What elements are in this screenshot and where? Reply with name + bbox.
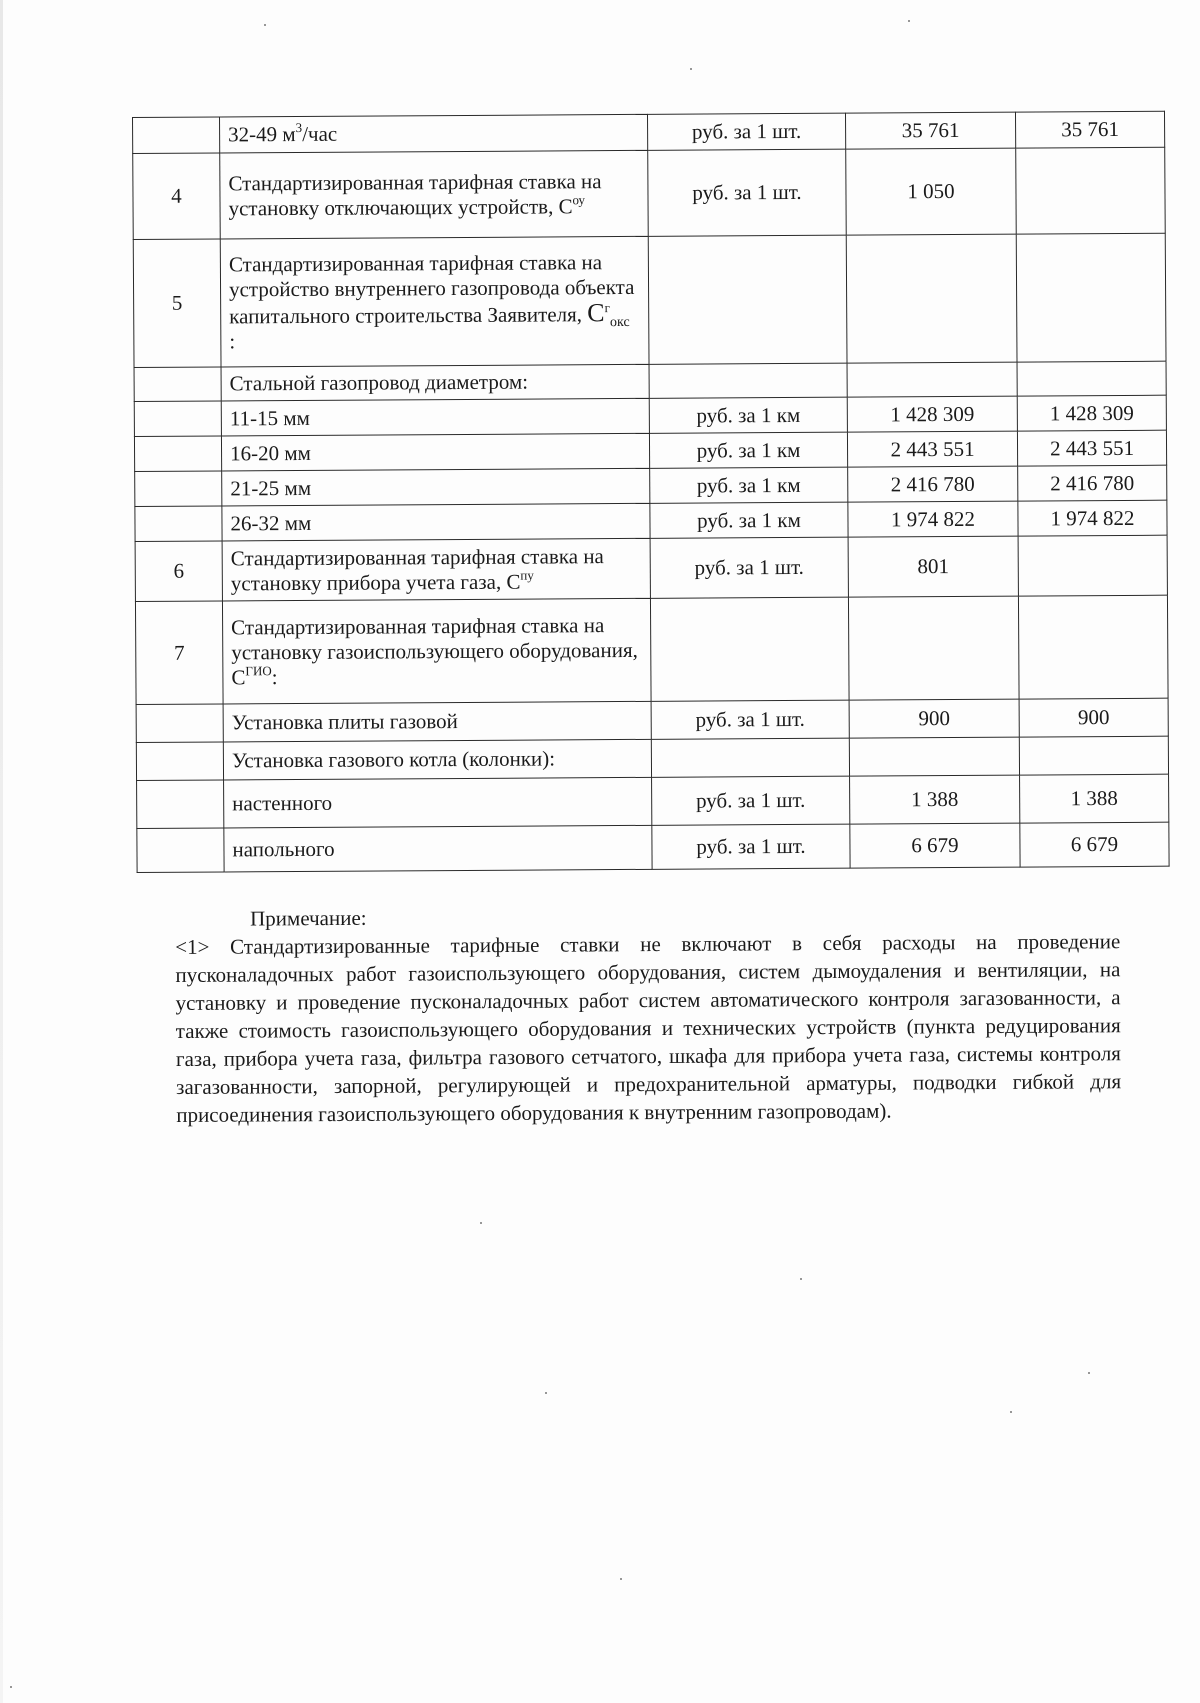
row-unit: руб. за 1 шт. xyxy=(650,537,848,598)
row-value-1: 900 xyxy=(849,699,1019,738)
scan-speck xyxy=(264,24,266,26)
note-section xyxy=(175,899,1121,1129)
table-row xyxy=(133,147,1166,239)
scan-speck xyxy=(1088,1372,1090,1374)
tariff-table-container xyxy=(132,111,1169,873)
row-name xyxy=(221,433,649,471)
row-number: 5 xyxy=(133,239,221,368)
row-value-2: 1 974 822 xyxy=(1018,500,1167,536)
scan-speck xyxy=(1010,1411,1012,1413)
row-number xyxy=(137,780,224,829)
row-value-2 xyxy=(1018,535,1167,596)
scan-speck xyxy=(800,1278,802,1280)
row-unit: руб. за 1 шт. xyxy=(652,824,850,869)
note-text: <1> Стандартизированные тарифные ставки не включают в себя расходы на проведение пусконаладочных работ газоиспользующего оборудования, систем дымоудаления и вентиляции, на установку и проведение пусконаладочных работ систем автоматического контроля загазованности, а также стоимость газоиспользующего оборудования и технических устройств (пункта редуцирования газа, прибора учета газа, фильтра газового сетчатого, шкафа для прибора учета газа, системы контроля загазованности, запорной, регулирующей и предохранительной арматуры, подводки гибкой для присоединения газоиспользующего оборудования к внутренним газопроводам). xyxy=(175,929,1122,1127)
row-name-text: настенного xyxy=(232,790,333,816)
row-unit: руб. за 1 км xyxy=(649,432,847,468)
row-value-1: 35 761 xyxy=(845,112,1015,149)
table-row xyxy=(135,595,1168,704)
table-row xyxy=(135,535,1167,601)
row-value-2 xyxy=(1016,233,1166,362)
row-name xyxy=(224,777,652,828)
row-number: 4 xyxy=(133,153,221,240)
row-name-sup: г xyxy=(604,299,610,315)
row-unit: руб. за 1 шт. xyxy=(652,776,850,825)
row-name-text: Стандартизированная тарифная ставка на установку прибора учета газа, С xyxy=(230,543,604,595)
row-unit xyxy=(648,235,847,364)
row-number: 6 xyxy=(135,541,222,602)
row-value-2 xyxy=(1019,736,1168,775)
row-name-symbol: С xyxy=(587,297,605,327)
row-value-2 xyxy=(1016,147,1166,234)
row-name xyxy=(220,114,648,153)
row-value-1: 6 679 xyxy=(850,823,1020,868)
table-row xyxy=(136,698,1168,742)
row-name xyxy=(221,364,649,401)
scan-speck xyxy=(908,20,910,22)
table-row xyxy=(137,822,1169,872)
row-unit: руб. за 1 шт. xyxy=(648,149,847,236)
row-name-sub: окс xyxy=(609,314,630,330)
row-name-text: Установка плиты газовой xyxy=(231,709,458,735)
row-unit: руб. за 1 км xyxy=(650,502,848,538)
row-value-1: 1 428 309 xyxy=(847,396,1017,432)
row-number: 7 xyxy=(135,601,223,705)
row-name-text: 11-15 мм xyxy=(229,405,310,430)
table-row xyxy=(136,736,1168,780)
row-value-1: 2 416 780 xyxy=(848,466,1018,502)
row-number xyxy=(133,117,220,154)
row-name-sup: ГИО xyxy=(245,662,272,678)
row-name xyxy=(222,598,651,704)
row-value-1: 801 xyxy=(848,536,1018,597)
row-unit xyxy=(650,597,849,701)
row-name-text: Установка газового котла (колонки): xyxy=(231,746,556,773)
row-name xyxy=(224,825,652,872)
row-unit: руб. за 1 шт. xyxy=(647,113,845,150)
row-name xyxy=(220,150,649,239)
scan-speck xyxy=(620,1578,622,1580)
row-value-1: 1 974 822 xyxy=(848,501,1018,537)
table-row xyxy=(137,774,1169,828)
row-name xyxy=(222,468,650,506)
row-name-text: 21-25 мм xyxy=(230,475,312,500)
note-title: Примечание: xyxy=(250,905,367,931)
row-number xyxy=(135,506,222,542)
row-name-text: Стандартизированная тарифная ставка на установку газоиспользующего оборудования, С xyxy=(231,612,638,689)
row-name xyxy=(223,739,651,780)
row-number xyxy=(135,471,222,507)
table-row xyxy=(133,233,1166,367)
row-number xyxy=(136,704,223,743)
row-unit: руб. за 1 км xyxy=(649,397,847,433)
row-name xyxy=(221,398,649,436)
row-value-2: 2 416 780 xyxy=(1018,465,1167,501)
row-value-1 xyxy=(846,234,1017,363)
row-number xyxy=(134,436,221,472)
row-name-tail: : xyxy=(229,328,236,353)
row-number xyxy=(136,742,223,781)
scan-edge xyxy=(0,0,3,1703)
row-name-text: Стандартизированная тарифная ставка на установку отключающих устройств, С xyxy=(228,168,602,220)
row-value-1 xyxy=(849,737,1019,776)
row-value-2: 900 xyxy=(1019,698,1168,737)
row-unit xyxy=(651,738,849,777)
row-unit: руб. за 1 км xyxy=(650,467,848,503)
row-value-1: 2 443 551 xyxy=(847,431,1017,467)
row-value-2 xyxy=(1017,361,1166,396)
row-value-2: 6 679 xyxy=(1020,822,1169,867)
row-unit: руб. за 1 шт. xyxy=(651,700,849,739)
scan-speck xyxy=(545,1392,547,1394)
row-value-2: 1 388 xyxy=(1020,774,1169,823)
row-name xyxy=(222,538,650,601)
row-name-text: 26-32 мм xyxy=(230,510,312,535)
row-value-2: 1 428 309 xyxy=(1017,395,1166,431)
row-name-text: напольного xyxy=(232,836,335,862)
row-value-2: 2 443 551 xyxy=(1017,430,1166,466)
row-value-1 xyxy=(847,362,1017,397)
row-value-2: 35 761 xyxy=(1015,111,1164,148)
tariff-table xyxy=(132,111,1170,873)
scan-speck xyxy=(10,1686,12,1688)
row-name-sup: 3 xyxy=(295,119,303,136)
row-value-1: 1 050 xyxy=(846,148,1017,235)
row-name-text: Стандартизированная тарифная ставка на устройство внутреннего газопровода объекта капитального строительства Заявителя, xyxy=(228,249,635,328)
row-name-text: 16-20 мм xyxy=(229,440,311,465)
row-name-tail: /час xyxy=(302,121,338,146)
row-number xyxy=(134,367,221,402)
row-number xyxy=(137,828,224,873)
row-name-text: 32-49 м xyxy=(228,122,296,147)
row-name-sup: оу xyxy=(572,191,586,207)
row-unit xyxy=(649,363,847,398)
row-name-text: Стальной газопровод диаметром: xyxy=(229,369,529,396)
scan-speck xyxy=(480,1222,482,1224)
row-value-1: 1 388 xyxy=(850,775,1020,824)
row-value-1 xyxy=(848,596,1019,700)
row-name-sup: пу xyxy=(520,567,534,583)
row-name xyxy=(220,236,649,367)
row-value-2 xyxy=(1018,595,1168,699)
row-name xyxy=(222,503,650,541)
row-name xyxy=(223,701,651,742)
scan-speck xyxy=(690,68,692,70)
row-number xyxy=(134,401,221,437)
row-name-tail: : xyxy=(271,664,278,689)
